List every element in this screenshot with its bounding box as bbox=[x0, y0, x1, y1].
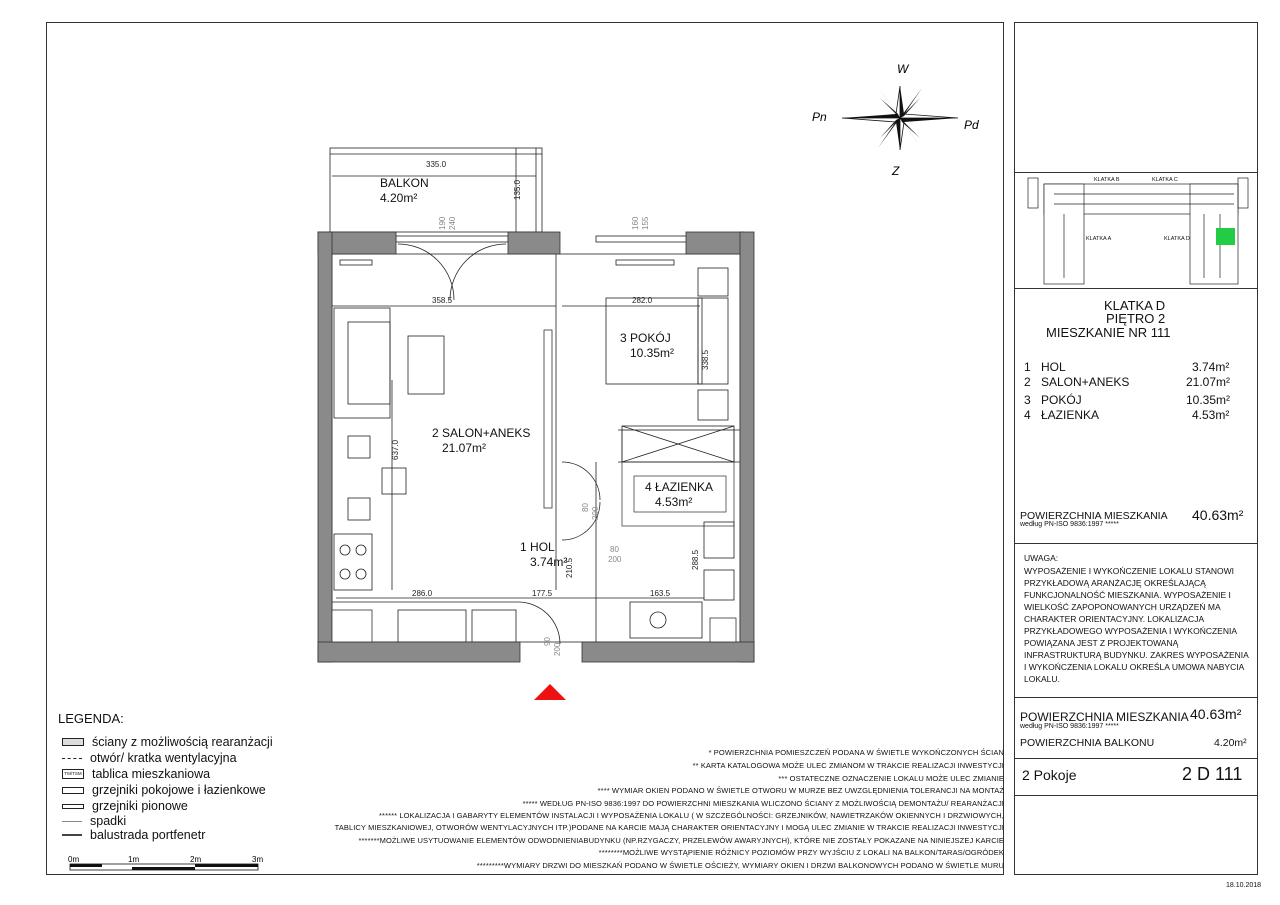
room-hol-area: 3.74m² bbox=[530, 555, 568, 569]
room-lazienka: 4 ŁAZIENKA bbox=[645, 480, 714, 494]
header-mieszkanie: MIESZKANIE NR 111 bbox=[1046, 325, 1171, 340]
wall-symbol-icon bbox=[62, 738, 84, 746]
uwaga-text: WYPOSAŻENIE I WYKOŃCZENIE LOKALU STANOWI PRZYKŁADOWĄ ARANŻACJĘ OKREŚLAJĄCĄ FUNKCJONALNOŚĆ MIESZKANIA. WYPOSAŻENIE I WIELKOŚĆ ZAPOPONOWANYCH URZĄDZEŃ MA CHARAKTER ORIENTACYJNY. LOKALIZACJA PRZYKŁADOWEGO WYPOSAŻENIA I WYKOŃCZENIA POWIĄZANA JEST Z PROJEKTOWANĄ INFRASTRUKTURĄ BUDYNKU. ZAKRES WYPOSAŻENIA I WYKOŃCZENIA LOKALU OKREŚLA UMOWA NABYCIA LOKALU. bbox=[1024, 566, 1249, 684]
room-lazienka-area: 4.53m² bbox=[655, 495, 693, 509]
dim-door-a1: 80 bbox=[581, 503, 590, 512]
scale-label: 2m bbox=[190, 855, 202, 864]
room-salon: 2 SALON+ANEKS bbox=[432, 426, 531, 440]
room-list-area: 10.35m² bbox=[1186, 393, 1231, 407]
keyplan-label-b: KLATKA B bbox=[1094, 177, 1120, 183]
area-note: według PN-ISO 9836:1997 ***** bbox=[1020, 521, 1119, 528]
room-list-area: 21.07m² bbox=[1186, 375, 1231, 389]
dim-pokoj-w: 282.0 bbox=[632, 296, 653, 305]
compass-rose bbox=[808, 60, 984, 182]
room-list-num: 3 bbox=[1024, 393, 1031, 407]
vertical-radiator-icon bbox=[62, 804, 84, 809]
header-klatka: KLATKA D bbox=[1104, 298, 1166, 313]
balkon-name: BALKON bbox=[380, 176, 429, 190]
keyplan-label-a: KLATKA A bbox=[1086, 236, 1112, 242]
room-pokoj-area: 10.35m² bbox=[630, 346, 675, 360]
dim-balkon-w: 335.0 bbox=[426, 160, 447, 169]
radiator-symbol-icon bbox=[62, 787, 84, 794]
balkon-value: 4.20m² bbox=[1214, 737, 1247, 749]
scale-bar bbox=[62, 854, 272, 876]
slope-symbol-icon bbox=[62, 821, 82, 822]
dim-win2a: 160 bbox=[631, 216, 640, 230]
legend-item: grzejniki pokojowe i łazienkowe bbox=[62, 783, 266, 797]
key-plan bbox=[1024, 174, 1252, 288]
dim-entry-1: 90 bbox=[543, 637, 552, 646]
railing-symbol-icon bbox=[62, 834, 82, 836]
keyplan-label-c: KLATKA C bbox=[1152, 177, 1178, 183]
panel-symbol-icon: TM/TSM bbox=[62, 769, 84, 779]
room-list-num: 1 bbox=[1024, 360, 1031, 374]
room-pokoj: 3 POKÓJ bbox=[620, 331, 671, 345]
area-value: 40.63m² bbox=[1192, 507, 1244, 523]
room-list-name: SALON+ANEKS bbox=[1041, 375, 1130, 389]
dim-hol-h: 210.5 bbox=[565, 557, 574, 578]
compass-n: W bbox=[897, 62, 909, 76]
header-pietro: PIĘTRO 2 bbox=[1106, 311, 1166, 326]
scale-label: 0m bbox=[68, 855, 80, 864]
legend-item: otwór/ kratka wentylacyjna bbox=[62, 751, 237, 765]
vent-symbol-icon bbox=[62, 758, 82, 759]
drawing-date: 18.10.2018 bbox=[1226, 882, 1262, 889]
summary-rooms: 2 Pokoje bbox=[1022, 767, 1077, 783]
legend-item: ściany z możliwością rearanżacji bbox=[62, 735, 273, 749]
compass-e: Pd bbox=[964, 118, 979, 132]
dim-door-a2: 200 bbox=[591, 506, 600, 520]
dim-win1a: 190 bbox=[438, 216, 447, 230]
compass-s: Z bbox=[892, 164, 900, 178]
compass-w: Pn bbox=[812, 110, 827, 124]
room-list-name: HOL bbox=[1041, 360, 1066, 374]
legend-item: grzejniki pionowe bbox=[62, 799, 188, 813]
scale-label: 1m bbox=[128, 855, 140, 864]
room-list-name: ŁAZIENKA bbox=[1041, 408, 1100, 422]
dim-salon-w: 358.5 bbox=[432, 296, 453, 305]
area-label: POWIERZCHNIA MIESZKANIA bbox=[1020, 510, 1168, 522]
legend-item: balustrada portfenetr bbox=[62, 828, 205, 842]
dim-bottom-2: 177.5 bbox=[532, 589, 553, 598]
summary-code: 2 D 111 bbox=[1182, 764, 1243, 784]
legend-title: LEGENDA: bbox=[58, 711, 124, 726]
dim-salon-h: 637.0 bbox=[391, 439, 400, 460]
room-list-area: 4.53m² bbox=[1192, 408, 1230, 422]
balkon-label: POWIERZCHNIA BALKONU bbox=[1020, 737, 1155, 749]
room-salon-area: 21.07m² bbox=[442, 441, 487, 455]
room-list-num: 4 bbox=[1024, 408, 1031, 422]
dim-balkon-h: 135.0 bbox=[513, 179, 522, 200]
area2-value: 40.63m² bbox=[1190, 706, 1242, 722]
room-list-name: POKÓJ bbox=[1041, 393, 1082, 407]
balkon-area: 4.20m² bbox=[380, 191, 418, 205]
dim-pokoj-h: 338.5 bbox=[701, 349, 710, 370]
room-list-num: 2 bbox=[1024, 375, 1031, 389]
keyplan-label-d: KLATKA D bbox=[1164, 236, 1190, 242]
dim-bottom-1: 286.0 bbox=[412, 589, 433, 598]
dim-win2b: 155 bbox=[641, 216, 650, 230]
legend-item: spadki bbox=[62, 814, 126, 828]
area2-label: POWIERZCHNIA MIESZKANIA bbox=[1020, 710, 1189, 724]
dim-door-b1: 80 bbox=[610, 545, 619, 554]
room-list-area: 3.74m² bbox=[1192, 360, 1230, 374]
area2-note: według PN-ISO 9836:1997 ***** bbox=[1020, 723, 1119, 730]
legend-item: TM/TSM tablica mieszkaniowa bbox=[62, 767, 210, 781]
dim-door-b2: 200 bbox=[608, 555, 622, 564]
dim-win1b: 240 bbox=[448, 216, 457, 230]
entrance-marker bbox=[534, 684, 566, 700]
scale-label: 3m bbox=[252, 855, 264, 864]
room-hol: 1 HOL bbox=[520, 540, 555, 554]
dim-entry-2: 200 bbox=[553, 642, 562, 656]
dim-laz-h: 288.5 bbox=[691, 549, 700, 570]
apartment-highlight bbox=[1216, 228, 1235, 245]
floor-plan bbox=[300, 140, 760, 706]
uwaga-title: UWAGA: bbox=[1024, 553, 1059, 563]
dim-bottom-3: 163.5 bbox=[650, 589, 671, 598]
